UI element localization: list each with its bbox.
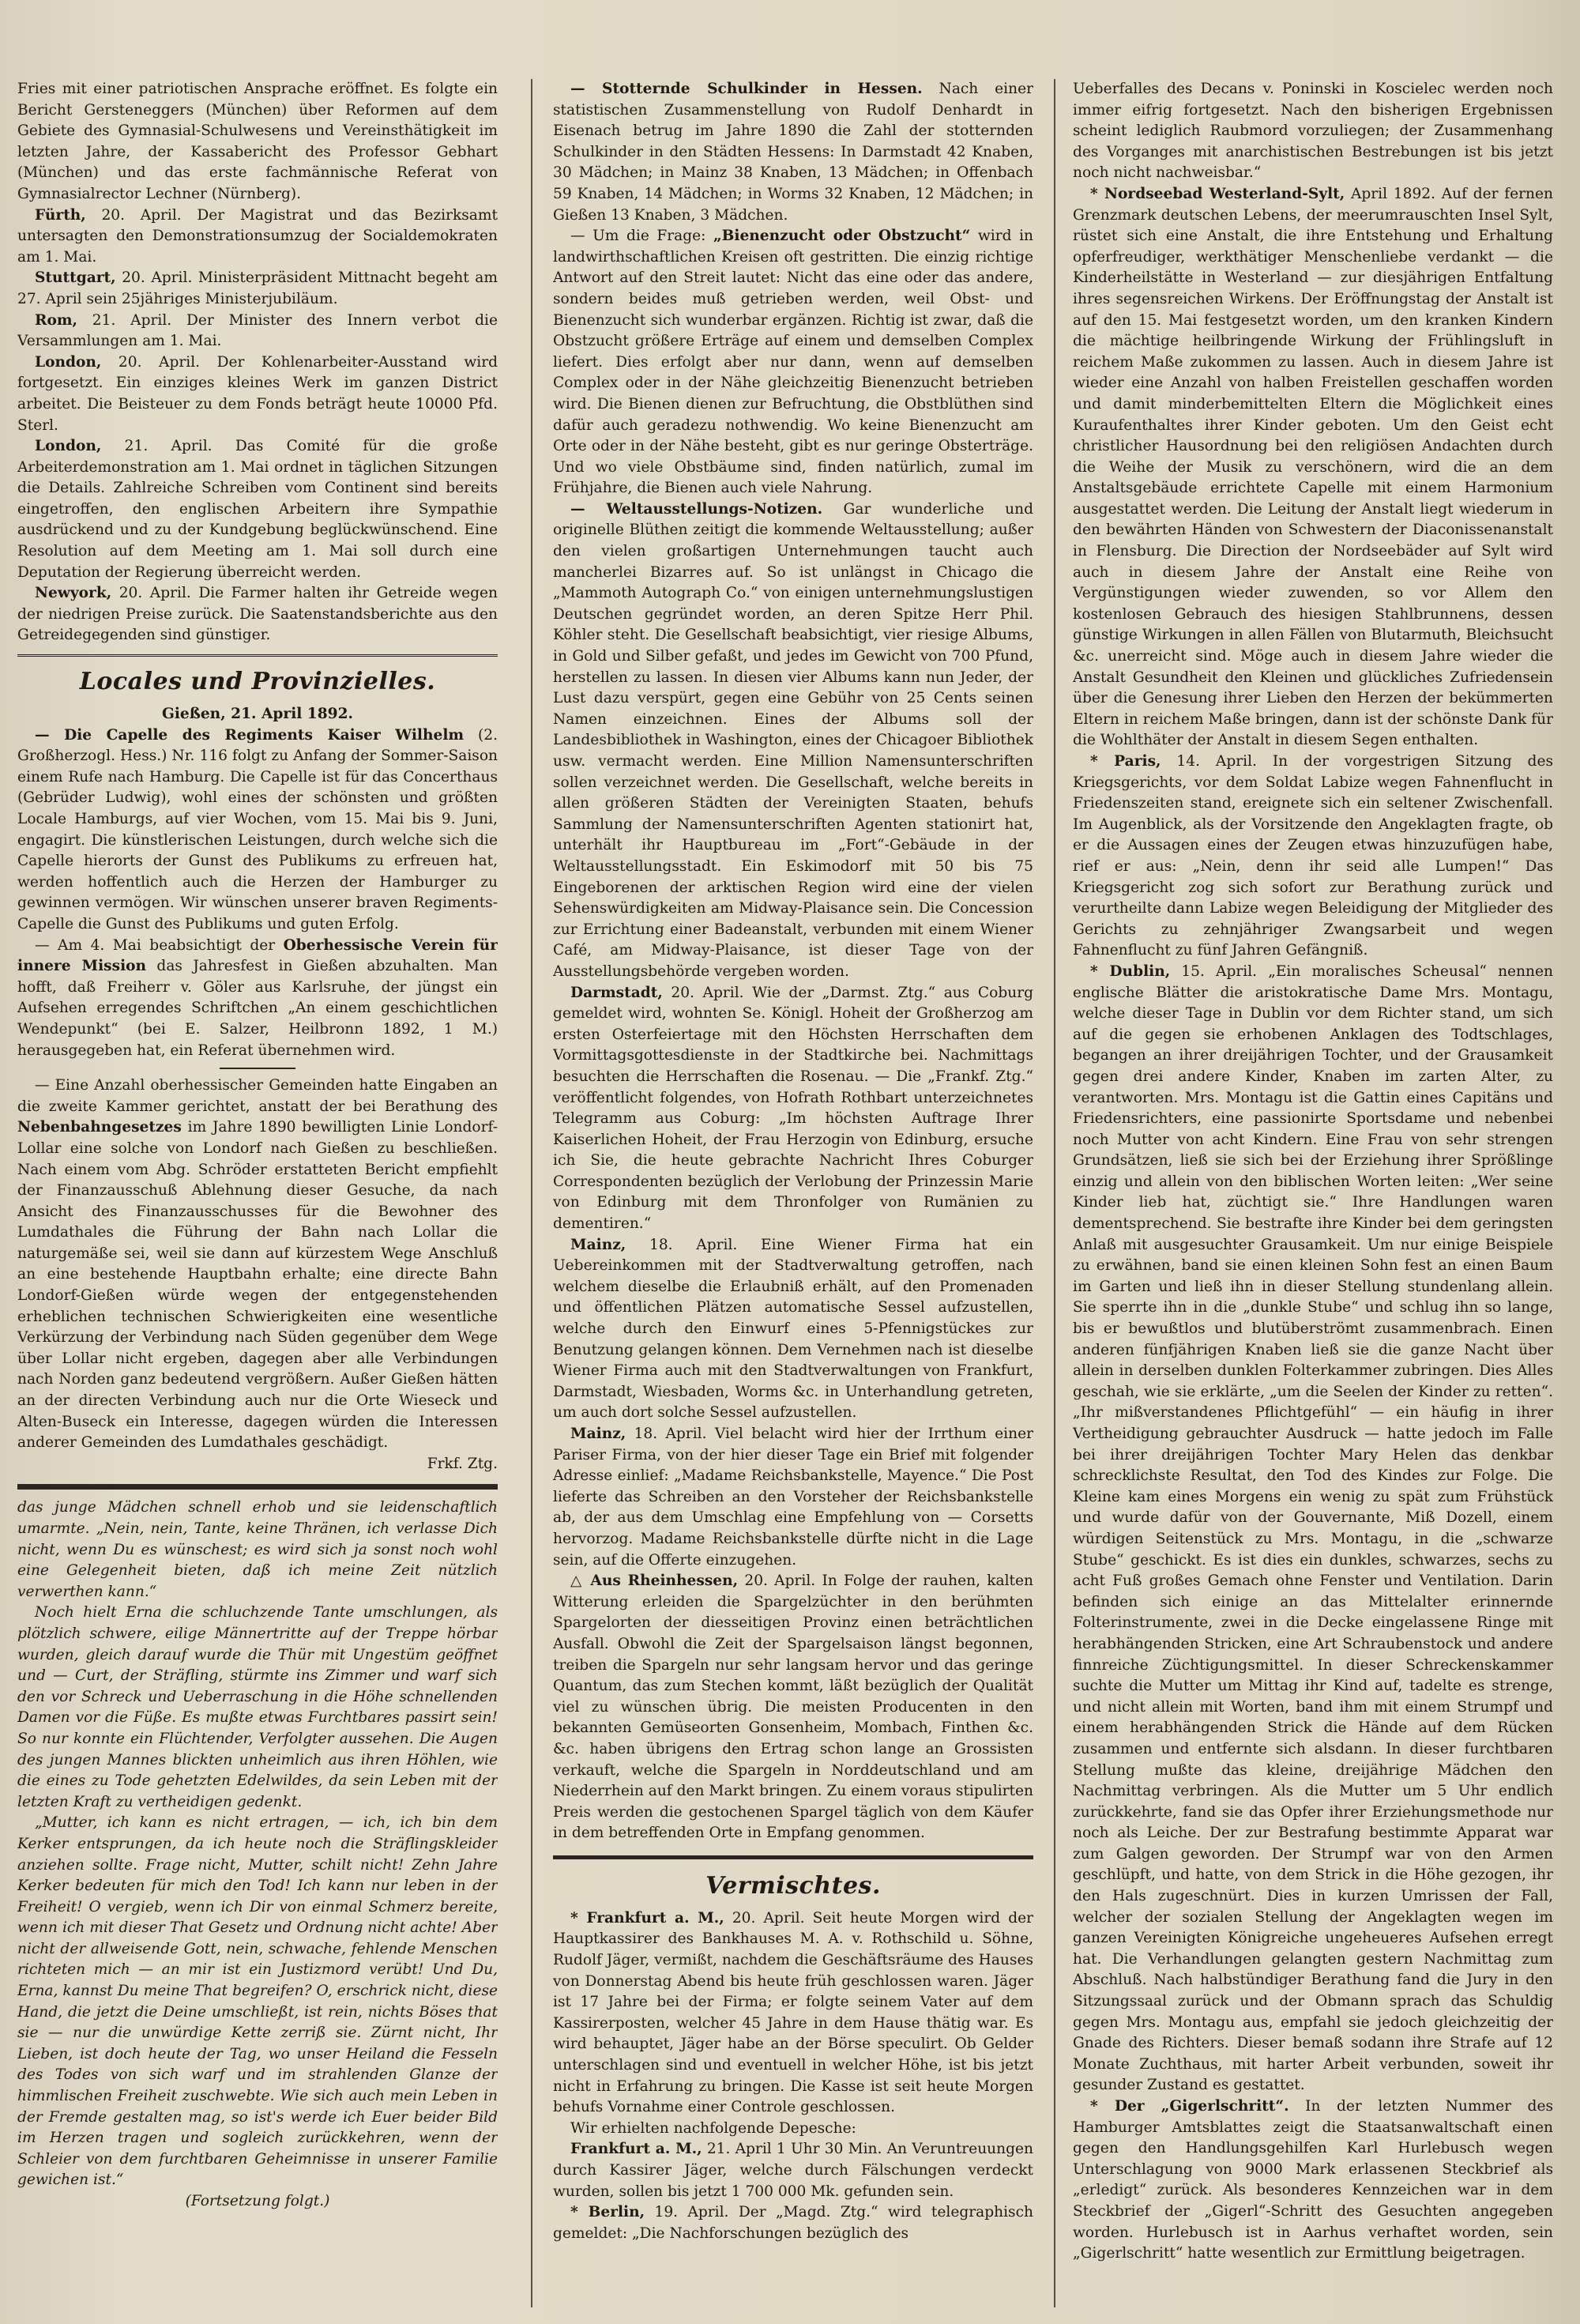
news-item: Wir erhielten nachfolgende Depesche:: [570, 2119, 856, 2137]
news-lead: Newyork,: [35, 585, 112, 602]
story-paragraph: das junge Mädchen schnell erhob und sie leidenschaftlich umarmte. „Nein, nein, Tante, keine Thränen, ich verlasse Dich nicht, wenn Du es wünschest; es wird sich ja sonst noch wohl eine Gelegenheit bieten, daß ich meine Zeit nützlich verwerthen kann.“: [17, 1499, 498, 1600]
news-text: wird in landwirthschaftlichen Kreisen oft gestritten. Die einzig richtige Antwort auf den Streit lautet: Nicht das eine oder das andere, sondern beides muß getrieben werden, weil Obst- und Bienenzucht sich wunderbar ergänzen. Richtig ist zwar, daß die Obstzucht größere Erträge auf einem und demselben Complex liefert. Dies erfolgt aber nur dann, wenn auf demselben Complex oder in der Nähe gleichzeitig Bienenzucht betrieben wird. Die Bienen dienen zur Befruchtung, die Obstblüthen sind dafür auch geradezu nothwendig. Wo keine Bienenzucht am Orte oder in der Nähe besteht, gibt es nur geringe Obsterträge. Und wo viele Obstbäume sind, finden natürlich, zumal im Frühjahre, die Bienen auch viele Nahrung.: [553, 228, 1033, 497]
section-title-local: Locales und Provinzielles.: [79, 668, 436, 696]
news-text: 20. April. Der Kohlenarbeiter-Ausstand wird fortgesetzt. Ein einziges kleines Werk im ganzen District arbeitet. Die Beisteuer zu dem Fonds beträgt heute 10000 Pfd. Sterl.: [17, 353, 498, 434]
news-lead: „Bienenzucht oder Obstzucht“: [713, 228, 971, 245]
news-text: 18. April. Viel belacht wird hier der Irrthum einer Pariser Firma, von der hier dieser Tage ein Brief mit folgender Adresse einlief: „Madame Reichsbankstelle, Mayence.“ Die Post lieferte das Schreiben an den Vorsteher der Reichsbankstelle ab, der aus dem Umschlag eine Empfehlung von — Corsetts hervorzog. Madame Reichsbankstelle dürfte nicht in die Lage sein, auf die Offerte einzugehen.: [553, 1426, 1033, 1569]
column-right: [1073, 79, 1553, 2300]
news-item: [553, 499, 1033, 983]
news-lead: △ Aus Rheinhessen,: [570, 1573, 739, 1590]
news-item: [553, 2139, 1033, 2202]
news-text: 18. April. Eine Wiener Firma hat ein Uebereinkommen mit der Stadtverwaltung getroffen, nach welchem dieselbe die Erlaubniß erhält, auf den Promenaden und öffentlichen Plätzen automatische Sessel aufzustellen, welche durch den Einwurf eines 5-Pfennigstückes zur Benutzung gelangen können. Dem Vernehmen nach ist dieselbe Wiener Firma auch mit den Stadtverwaltungen von Frankfurt, Darmstadt, Wiesbaden, Worms &c. in Unterhandlung getreten, um auch dort solche Sessel aufzustellen.: [553, 1236, 1033, 1422]
news-lead: — Die Capelle des Regiments Kaiser Wilhelm: [35, 726, 465, 744]
news-text: April 1892. Auf der fernen Grenzmark deutschen Lebens, der meerumrauschten Insel Sylt, rüstet sich eine Anstalt, die ihre Entstehung und Erhaltung opferfreudiger, werkthätiger Menschenliebe verdankt — die Kinderheilstätte in Westerland — zur diesjährigen Entfaltung ihres segensreichen Wirkens. Der Eröffnungstag der Anstalt ist auf den 15. Mai festgesetzt worden, um den kranken Kindern die mächtige heilbringende Wirkung der Frühlingsluft in reichem Maße zukommen zu lassen. Auch in diesem Jahre ist wieder eine Anzahl von halben Freistellen geschaffen worden und damit minderbemittelten Eltern die Möglichkeit eines Kuraufenthaltes ihrer Kinder geboten. Um den Geist echt christlicher Hausordnung bei den religiösen Andachten durch die Weihe der Musik zu verschönern, wird die an dem Anstaltsgebäude errichtete Capelle mit einem Harmonium ausgestattet werden. Die Leitung der Anstalt liegt wiederum in den bewährten Händen von Schwestern der Diaconissenanstalt in Flensburg. Die Direction der Nordseebäder auf Sylt wird auch in diesem Jahre der Anstalt eine Reihe von Vergünstigungen wieder zuwenden, so vor Allem den kostenlosen Gebrauch des hiesigen Stahlbrunnens, dessen günstige Wirkungen in allen Fällen von Blutarmuth, Bleichsucht &c. unerreicht sind. Möge auch in diesem Jahre wieder die Anstalt Gesundheit den Kleinen und glückliches Zufriedensein über die Genesung ihrer Lieben den Herzen der bekümmerten Eltern in reichem Maße bringen, dann ist der schönste Dank für die Wohlthäter der Anstalt in diesem Segen enthalten.: [1073, 185, 1553, 749]
news-lead: * Berlin,: [570, 2204, 645, 2221]
news-item: [553, 983, 1033, 1235]
news-text: 21. April. Der Minister des Innern verbot die Versammlungen am 1. Mai.: [17, 311, 498, 350]
column-middle: [553, 79, 1033, 2300]
news-text: 15. April. „Ein moralisches Scheusal“ nennen englische Blätter die aristokratische Dame Mrs. Montagu, welche dieser Tage in Dublin vor dem Richter stand, um sich auf die gegen sie erhobenen Anklagen des Todtschlages, begangen an ihrer dreijährigen Tochter, und der Grausamkeit gegen drei andere Kinder, Knaben im zarten Alter, zu verantworten. Mrs. Montagu ist die Gattin eines Capitäns und Friedensrichters, eine passionirte Sportsdame und nebenbei noch Mutter von acht Kindern. Eine Frau von sehr strengen Grundsätzen, ließ sie sich bei der Erziehung ihrer Sprößlinge einzig und allein von den biblischen Worten leiten: „Wer seine Kinder lieb hat, züchtigt sie.“ Ihre Handlungen waren dementsprechend. Sie bestrafte ihre Kinder bei dem geringsten Anlaß mit ausgesuchter Grausamkeit. Um nur einige Beispiele zu erwähnen, band sie einen kleinen Sohn fest an einen Baum im Garten und ließ ihn in dieser Stellung stundenlang allein. Sie sperrte ihn in die „dunkle Stube“ und schlug ihn so lange, bis er bewußtlos und blutüberströmt zusammenbrach. Einen anderen fünfjährigen Knaben ließ sie die ganze Nacht über allein in derselben dunklen Folterkammer zubringen. Dies Alles geschah, wie sie erklärte, „um die Seelen der Kinder zu retten“. „Ihr mißverstandenes Pflichtgefühl“ — ein häufig in ihrer Vertheidigung gebrauchter Ausdruck — hatte jedoch im Falle bei ihrer dreijährigen Tochter Mary Helen das denkbar schrecklichste Resultat, den Tod des Kindes zur Folge. Die Kleine kam eines Morgens ein wenig zu spät zum Frühstück und wurde dafür von der Gouvernante, Miß Dozell, einem würdigen Seitenstück zu Mrs. Montagu, in die „schwarze Stube“ geschickt. Es ist dies ein dunkles, schwarzes, sechs zu acht Fuß großes Gemach ohne Fenster und Ventilation. Darin befinden sich einige an das Mittelalter erinnernde Folterinstrumente, zwei in die Decke eingelassene Ringe mit herabhängenden Stricken, eine Art Schraubenstock und andere finnreiche Züchtigungsmittel. In dieser Schreckenskammer suchte die Mutter um Mittag ihr Kind auf, tadelte es strenge, und nicht allein mit Worten, band ihm mit einem Strumpf und einem herabhängenden Strick die Hände auf dem Rücken zusammen und entfernte sich alsdann. In dieser furchtbaren Stellung mußte das kleine, dreijährige Mädchen den Nachmittag verbringen. Als die Mutter um 5 Uhr endlich zurückkehrte, fand sie das Opfer ihrer Erziehungsmethode nur noch als Leiche. Der zur Bestrafung bestimmte Apparat war zum Galgen geworden. Der Strumpf war von den Armen geschlüpft, und hatte, von dem Strick in die Höhe gezogen, ihr den Hals zugeschnürt. Dies in kurzen Umrissen der Fall, welcher der sozialen Stellung der Angeklagten wegen im ganzen Vereinigten Königreiche ungeheueres Aufsehen erregt hat. Die Verhandlungen gelangten gestern Nachmittag zum Abschluß. Nach halbstündiger Berathung fand die Jury in den Sitzungssaal zurück und der Obmann sprach das Schuldig gegen Mrs. Montagu aus, empfahl sie jedoch gleichzeitig der Gnade des Richters. Dieser bemaß sodann ihre Strafe auf 12 Monate Zuchthaus, mit harter Arbeit verbunden, soweit ihr gesunder Zustand es gestattet.: [1073, 962, 1553, 2094]
section-rule: [17, 654, 498, 657]
news-lead: * Nordseebad Westerland-Sylt,: [1090, 185, 1345, 202]
news-item: [17, 205, 498, 269]
news-item: [17, 268, 498, 310]
news-item: [553, 1424, 1033, 1571]
news-lead: * Paris,: [1090, 753, 1161, 770]
news-item: [17, 352, 498, 436]
news-lead: Rom,: [35, 311, 78, 329]
story-continued: (Fortsetzung folgt.): [185, 2193, 330, 2209]
news-text: — Eine Anzahl oberhessischer Gemeinden hatte Eingaben an die zweite Kammer gerichtet, anstatt der bei Berathung des: [17, 1077, 498, 1115]
news-text: im Jahre 1890 bewilligten Linie Londorf-Lollar eine solche von Londorf nach Gießen zu beschließen. Nach einem vom Abg. Schröder erstatteten Bericht empfiehlt der Finanzausschuß Ablehnung dieser Gesuche, da nach Ansicht des Finanzausschusses für die Bewohner des Lumdathales die Führung der Bahn nach Lollar die naturgemäße sei, weil sie dann auf kürzestem Wege Anschluß an eine bestehende Hauptbahn erhalte; eine directe Bahn Londorf-Gießen würde wegen der entgegenstehenden erheblichen technischen Schwierigkeiten eine wesentliche Verkürzung der Verbindung nach Süden gegenüber dem Wege über Lollar nicht ergeben, dagegen aber alle Verbindungen nach Norden ganz bedeutend vergrößern. Außer Gießen hätten an der directen Verbindung auch nur die Orte Wieseck und Alten-Buseck ein Interesse, dagegen würden die Interessen anderer Gemeinden des Lumdathales geschädigt.: [17, 1119, 498, 1452]
news-lead: London,: [35, 438, 102, 455]
news-lead: — Weltausstellungs-Notizen.: [570, 500, 823, 518]
news-lead: Darmstadt,: [570, 984, 663, 1001]
news-lead: — Stotternde Schulkinder in Hessen.: [570, 81, 923, 97]
news-text: 20. April. Die Farmer halten ihr Getreide wegen der niedrigen Preise zurück. Die Saatenstandsberichte aus den Getreidegegenden sind günstiger.: [17, 585, 498, 644]
news-item: [553, 226, 1033, 499]
news-text: 19. April. Der „Magd. Ztg.“ wird telegraphisch gemeldet: „Die Nachforschungen bezüglich des: [553, 2204, 1033, 2242]
news-item: [1073, 184, 1553, 751]
news-text: (2. Großherzogl. Hess.) Nr. 116 folgt zu Anfang der Sommer-Saison einem Rufe nach Hamburg. Die Capelle ist für das Concerthaus (Gebrüder Ludwig), wohl eines der schönsten und größten Locale Hamburgs, auf vier Wochen, vom 15. Mai bis 9. Juni, engagirt. Die künstlerischen Leistungen, durch welche sich die Capelle hierorts der Gunst des Publikums zu erfreuen hat, werden hoffentlich auch die Herzen der Hamburger zu gewinnen vermögen. Wir wünschen unserer braven Regiments-Capelle die Gunst des Publikums und guten Erfolg.: [17, 726, 498, 932]
feuilleton-story: [17, 1497, 498, 2212]
news-text: 20. April. Der Magistrat und das Bezirksamt untersagten den Demonstrationsumzug der Socialdemokraten am 1. Mai.: [17, 206, 498, 266]
news-item: [1073, 751, 1553, 962]
news-item: [553, 79, 1033, 226]
news-lead: Nebenbahngesetzes: [17, 1119, 182, 1136]
column-left: [17, 79, 498, 2300]
news-lead: * Frankfurt a. M.,: [570, 1909, 724, 1927]
news-text: — Am 4. Mai beabsichtigt der: [35, 936, 284, 954]
news-text: das Jahresfest in Gießen abzuhalten. Man hofft, daß Freiherr v. Göler aus Karlsruhe, der jüngst ein Aufsehen erregendes Schriftchen „An einem geschichtlichen Wendepunkt“ (bei E. Salzer, Heilbronn 1892, 1 M.) herausgegeben hat, ein Referat übernehmen wird.: [17, 958, 498, 1059]
news-item: Ueberfalles des Decans v. Poninski in Koscielec werden noch immer eifrig fortgesetzt. Nach den bisherigen Ergebnissen scheint lediglich Raubmord vorzuliegen; der Zusammenhang des Vorganges mit anarchistischen Bestrebungen ist bis jetzt noch nicht nachweisbar.“: [1073, 81, 1553, 182]
news-item: [17, 583, 498, 646]
news-lead: * Dublin,: [1090, 962, 1171, 980]
news-item: [17, 936, 498, 1062]
news-text: 20. April. In Folge der rauhen, kalten Witterung erleiden die Spargelzüchter in den berühmten Spargelorten der diesseitigen Provinz einen beträchtlichen Ausfall. Obwohl die Zeit der Spargelsaison längst begonnen, treiben die Spargeln nur sehr langsam hervor und das geringe Quantum, das zum Stechen kommt, läßt bezüglich der Qualität viel zu wünschen übrig. Die meisten Producenten in den bekannten Gemüseorten Gonsenheim, Mombach, Finthen &c. &c. haben übrigens den Ertrag schon lange an Grossisten verkauft, welche die Spargeln in Norddeutschland und am Niederrhein auf den Markt bringen. Zu einem voraus stipulirten Preis werden die gestochenen Spargel täglich von dem Käufer in dem betreffenden Orte in Empfang genommen.: [553, 1573, 1033, 1842]
story-paragraph: „Mutter, ich kann es nicht ertragen, — ich, ich bin dem Kerker entsprungen, da ich heute noch die Sträflingskleider anziehen sollte. Frage nicht, Mutter, schilt nicht! Zehn Jahre Kerker bedeuten für mich den Tod! Ich kann nur leben in der Freiheit! O vergieb, wenn ich Dir von einmal Schmerz bereite, wenn ich mit dieser That Gesetz und Ordnung nicht achte! Aber nicht der allweisende Gott, nein, schwache, fehlende Menschen richteten mich — an mir ist ein Justizmord verübt! Und Du, Erna, kannst Du meine That begreifen? O, erschrick nicht, diese Hand, die jetzt die Deine umschließt, ist rein, nichts Böses that sie — nur die unwürdige Kette zerriß sie. Zürnt nicht, Ihr Lieben, ist doch heute der Tag, wo unser Heiland die Fesseln des Todes von sich warf und im strahlenden Glanze der himmlischen Freiheit zuschwebte. Wie sich auch mein Leben in der Fremde gestalten mag, so ist's werde ich Euer beider Bild im Herzen tragen und sogleich zurückkehren, wenn der Schleier von dem furchtbaren Geheimnisse in unserer Familie gewichen ist.“: [17, 1814, 498, 2189]
news-lead: Fürth,: [35, 206, 86, 224]
article-intro: Fries mit einer patriotischen Ansprache eröffnet. Es folgte ein Bericht Gersteneggers (München) über Reformen auf dem Gebiete des Gymnasial-Schulwesens und Vereinsthätigkeit im letzten Jahre, der Kassabericht des Professor Gebhart (München) und das erste fachmännische Referat von Gymnasialrector Lechner (Nürnberg).: [17, 81, 498, 202]
news-source: Frkf. Ztg.: [427, 1455, 498, 1472]
news-text: 21. April. Das Comité für die große Arbeiterdemonstration am 1. Mai ordnet in täglichen Sitzungen die Details. Zahlreiche Schreiben vom Continent sind bereits eingetroffen, den englischen Arbeitern ihre Sympathie ausdrückend und zu der Kundgebung beglückwünschend. Eine Resolution auf dem Meeting am 1. Mai soll durch eine Deputation der Regierung überreicht werden.: [17, 438, 498, 581]
news-text: 20. April. Seit heute Morgen wird der Hauptkassirer des Bankhauses M. A. v. Rothschild u. Söhne, Rudolf Jäger, vermißt, nachdem die Geschäftsräume des Hauses von Donnerstag Abend bis heute früh geschlossen waren. Jäger ist 17 Jahre bei der Firma; er folgte seinem Vater auf dem Kassirerposten, welcher 45 Jahre in dem Hause thätig war. Es wird behauptet, Jäger habe an der Börse speculirt. Ob Gelder unterschlagen sind und eventuell in welcher Höhe, ist bis jetzt nicht in Erfahrung zu bringen. Die Kasse ist seit heute Morgen behufs Vornahme einer Controle geschlossen.: [553, 1909, 1033, 2116]
column-divider: [531, 79, 532, 2307]
news-item: [17, 725, 498, 936]
news-text: 20. April. Wie der „Darmst. Ztg.“ aus Coburg gemeldet wird, wohnten Se. Königl. Hoheit der Großherzog am ersten Osterfeiertage mit den Höchsten Herrschaften dem Vormittagsgottesdienste in der Stadtkirche bei. Nachmittags besuchten die Herrschaften die Rosenau. — Die „Frankf. Ztg.“ veröffentlicht folgendes, von Hofrath Rothbart unterzeichnetes Telegramm aus Coburg: „Im höchsten Auftrage Ihrer Kaiserlichen Hoheit, der Frau Herzogin von Edinburg, ersuche ich Sie, die heute gebrachte Nachricht Ihres Coburger Correspondenten bezüglich der Verlobung der Prinzessin Marie von Edinburg mit dem Thronfolger von Rumänien zu dementiren.“: [553, 984, 1033, 1233]
news-text: Gar wunderliche und originelle Blüthen zeitigt die kommende Weltausstellung; außer den vielen großartigen Unternehmungen taucht auch mancherlei Bizarres auf. So ist unlängst in Chicago die „Mammoth Autograph Co.“ von einigen unternehmungslustigen Deutschen gegründet worden, an deren Spitze Herr Phil. Köhler steht. Die Gesellschaft beabsichtigt, vier riesige Albums, in Gold und Silber gefaßt, und jedes im Gewicht von 700 Pfund, herstellen zu lassen. In diesen vier Albums kann nun Jeder, der Lust dazu verspürt, gegen eine Gebühr von 25 Cents seinen Namen einzeichnen. Eines der Albums soll der Landesbibliothek in Washington, eines der Chicagoer Bibliothek usw. vermacht werden. Eine Million Namensunterschriften sollen verzeichnet werden. Die Gesellschaft, welche bereits in allen größeren Städten der Vereinigten Staaten, behufs Sammlung der Namensunterschriften Agenten stationirt hat, unterhält ihr Hauptbureau im „Fort“-Gebäude in der Weltausstellungsstadt. Ein Eskimodorf mit 50 bis 75 Eingeborenen der arktischen Region wird eine der vielen Sehenswürdigkeiten am Midway-Plaisance sein. Die Concession zur Errichtung einer Badeanstalt, verbunden mit einem Wiener Café, am Midway-Plaisance, ist dieser Tage von der Ausstellungsbehörde vergeben worden.: [553, 500, 1033, 980]
feuilleton-rule: [17, 1484, 498, 1490]
news-item: [553, 1571, 1033, 1844]
news-lead: Oberhessische Verein für innere Mission: [17, 936, 498, 975]
news-item: [553, 2202, 1033, 2244]
news-text: 21. April 1 Uhr 30 Min. An Veruntreuungen durch Kassirer Jäger, welche durch Fälschungen verdeckt wurden, sollen bis jetzt 1 700 000 Mk. gefunden sein.: [553, 2141, 1033, 2200]
news-lead: Stuttgart,: [35, 269, 116, 287]
news-text: — Um die Frage:: [570, 228, 713, 245]
news-item: [1073, 962, 1553, 2096]
section-title-misc: Vermischtes.: [705, 1871, 881, 1900]
news-lead: Frankfurt a. M.,: [570, 2141, 702, 2158]
news-item: [17, 436, 498, 583]
news-text: In der letzten Nummer des Hamburger Amtsblattes zeigt die Staatsanwaltschaft einen gegen den Handlungsgehilfen Karl Hurlebusch wegen Unterschlagung von 9000 Mark erlassenen Steckbrief als „erledigt“ zurück. Als besonderes Kennzeichen war in dem Steckbrief der „Gigerl“-Schritt des Gesuchten angegeben worden. Hurlebusch ist in Aarhus verhaftet worden, sein „Gigerlschritt“ hatte wesentlich zur Ermittlung beigetragen.: [1073, 2098, 1553, 2262]
news-text: Nach einer statistischen Zusammenstellung von Rudolf Denhardt in Eisenach betrug im Jahre 1890 die Zahl der stotternden Schulkinder in den Städten Hessens: In Darmstadt 42 Knaben, 30 Mädchen; in Mainz 38 Knaben, 13 Mädchen; in Offenbach 59 Knaben, 14 Mädchen; in Worms 32 Knaben, 12 Mädchen; in Gießen 13 Knaben, 3 Mädchen.: [553, 81, 1033, 224]
dateline: Gießen, 21. April 1892.: [161, 706, 354, 723]
news-text: 20. April. Ministerpräsident Mittnacht begeht am 27. April sein 25jähriges Ministerjubiläum.: [17, 269, 498, 307]
news-lead: Mainz,: [570, 1426, 626, 1442]
news-item: [1073, 2096, 1553, 2265]
news-lead: Mainz,: [570, 1236, 626, 1253]
news-item: [17, 311, 498, 352]
section-rule: [553, 1855, 1033, 1859]
short-rule: [220, 1068, 295, 1069]
news-lead: * Der „Gigerlschritt“.: [1090, 2098, 1289, 2115]
news-item: [553, 1908, 1033, 2119]
news-text: 14. April. In der vorgestrigen Sitzung des Kriegsgerichts, vor dem Soldat Labize wegen Fahnenflucht in Friedenszeiten stand, ereignete sich ein seltener Zwischenfall. Im Augenblick, als der Vorsitzende den Angeklagten fragte, ob er die Aussagen eines der Zeugen etwas hinzuzufügen habe, rief er aus: „Nein, denn ihr seid alle Lumpen!“ Das Kriegsgericht zog sich sofort zur Berathung zurück und verurtheilte dann Labize wegen Beleidigung der Mitglieder des Gerichts zu zehnjähriger Zwangsarbeit und wegen Fahnenflucht zu fünf Jahren Gefängniß.: [1073, 753, 1553, 959]
story-paragraph: Noch hielt Erna die schluchzende Tante umschlungen, als plötzlich schwere, eilige Männertritte auf der Treppe hörbar wurden, gleich darauf wurde die Thür mit Ungestüm geöffnet und — Curt, der Sträfling, stürmte ins Zimmer und warf sich den vor Schreck und Ueberraschung in die Höhe schnellenden Damen vor die Füße. Es mußte etwas Furchtbares passirt sein! So nur konnte ein Flüchtender, Verfolgter aussehen. Die Augen des jungen Mannes blickten unheimlich aus ihren Höhlen, wie die eines zu Tode gehetzten Edelwildes, da sein Leben mit der letzten Kraft zu vertheidigen gedenkt.: [17, 1604, 498, 1810]
column-divider: [1054, 79, 1055, 2307]
news-item: [553, 1235, 1033, 1424]
news-lead: London,: [35, 353, 102, 371]
news-item: [17, 1075, 498, 1454]
